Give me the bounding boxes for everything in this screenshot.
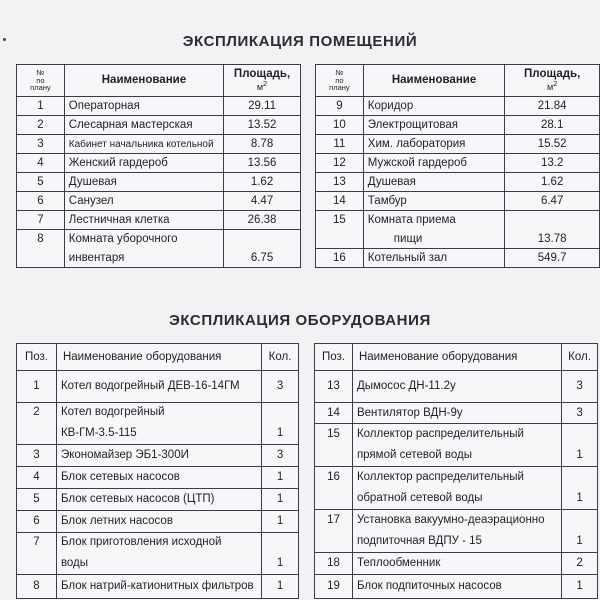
col-area-header — [505, 65, 600, 97]
equipment-pos: 18 — [315, 553, 353, 575]
num-header-line1: № — [335, 67, 344, 77]
table-row — [315, 510, 598, 531]
room-num: 10 — [316, 116, 364, 135]
table-row — [316, 135, 600, 154]
table-row-continuation — [17, 249, 301, 268]
equipment-pos: 17 — [315, 510, 353, 531]
table-row — [17, 230, 301, 249]
equipment-name-continued: обратной сетевой воды — [352, 488, 561, 510]
table-row — [316, 211, 600, 230]
equipment-pos: 3 — [17, 445, 57, 467]
table-row — [17, 371, 299, 403]
equipment-qty: 2 — [562, 553, 598, 575]
equipment-pos: 4 — [17, 467, 57, 489]
equipment-pos: 13 — [315, 371, 353, 403]
equipment-qty: 1 — [562, 531, 598, 553]
room-area-empty — [505, 211, 600, 230]
room-num: 12 — [316, 154, 364, 173]
col-name-header: Наименование — [64, 65, 223, 97]
num-header-line2: по — [36, 75, 45, 85]
equipment-pos: 19 — [315, 575, 353, 599]
equipment-pos: 5 — [17, 489, 57, 511]
equipment-qty: 1 — [262, 511, 299, 533]
table-row — [315, 403, 598, 424]
room-area: 26.38 — [224, 211, 301, 230]
equipment-name-continued: подпиточная ВДПУ - 15 — [352, 531, 561, 553]
table-row — [315, 371, 598, 403]
equipment-qty: 1 — [262, 467, 299, 489]
equipment-pos-empty — [17, 553, 57, 575]
room-name: Женский гардероб — [64, 154, 223, 173]
room-name: Операторная — [64, 97, 223, 116]
equipment-qty: 1 — [562, 575, 598, 599]
col-name-header: Наименование — [363, 65, 505, 97]
room-area: 6.75 — [224, 249, 301, 268]
room-name: Коридор — [363, 97, 505, 116]
equipment-pos: 1 — [17, 371, 57, 403]
equipment-pos-empty — [315, 488, 353, 510]
equipment-qty-empty — [562, 424, 598, 445]
table-row-continuation — [315, 531, 598, 553]
equipment-name: Дымосос ДН-11.2у — [352, 371, 561, 403]
table-row-continuation — [315, 488, 598, 510]
equipment-pos: 15 — [315, 424, 353, 445]
equipment-pos-empty — [315, 445, 353, 467]
equipment-pos: 2 — [17, 403, 57, 423]
table-row — [316, 173, 600, 192]
room-num-empty — [17, 249, 65, 268]
table-row — [316, 249, 600, 268]
room-area: 13.52 — [224, 116, 301, 135]
room-num: 15 — [316, 211, 364, 230]
equipment-name: Блок сетевых насосов — [56, 467, 261, 489]
equipment-qty: 3 — [262, 445, 299, 467]
equipment-name: Котел водогрейный — [56, 403, 261, 423]
table-row-continuation — [315, 445, 598, 467]
num-header-line2: по — [335, 75, 344, 85]
equipment-qty: 1 — [562, 488, 598, 510]
table-row — [17, 511, 299, 533]
room-num: 16 — [316, 249, 364, 268]
equipment-qty-empty — [562, 467, 598, 488]
room-num: 3 — [17, 135, 65, 154]
room-name: Лестничная клетка — [64, 211, 223, 230]
equipment-name-continued: КВ-ГМ-3.5-115 — [56, 423, 261, 445]
equipment-name-continued: прямой сетевой воды — [352, 445, 561, 467]
room-num: 6 — [17, 192, 65, 211]
room-name: Мужской гардероб — [363, 154, 505, 173]
table-row — [316, 154, 600, 173]
room-num: 11 — [316, 135, 364, 154]
table-row-continuation — [316, 230, 600, 249]
col-pos-header: Поз. — [315, 344, 353, 371]
equipment-name: Установка вакуумно-деаэрационно — [352, 510, 561, 531]
table-row — [315, 575, 598, 599]
room-name: Котельный зал — [363, 249, 505, 268]
equipment-name: Блок сетевых насосов (ЦТП) — [56, 489, 261, 511]
room-name: Кабинет начальника котельной — [64, 135, 223, 154]
equipment-pos: 14 — [315, 403, 353, 424]
equipment-qty: 3 — [562, 403, 598, 424]
area-unit — [228, 80, 296, 93]
equipment-qty: 1 — [262, 553, 299, 575]
equipment-pos-empty — [17, 423, 57, 445]
equipment-qty-empty — [262, 403, 299, 423]
room-area: 13.2 — [505, 154, 600, 173]
room-num: 9 — [316, 97, 364, 116]
room-area-empty — [224, 230, 301, 249]
equipment-qty-empty — [262, 533, 299, 553]
rooms-header-row — [316, 65, 600, 97]
table-row — [17, 192, 301, 211]
equipment-qty: 1 — [262, 423, 299, 445]
area-header-label: Площадь, — [233, 67, 291, 80]
equipment-qty: 3 — [262, 371, 299, 403]
equipment-name-continued: воды — [56, 553, 261, 575]
table-row — [17, 211, 301, 230]
room-area: 1.62 — [224, 173, 301, 192]
room-name: Санузел — [64, 192, 223, 211]
room-area: 8.78 — [224, 135, 301, 154]
equipment-qty: 1 — [262, 489, 299, 511]
table-row — [17, 173, 301, 192]
room-num: 8 — [17, 230, 65, 249]
room-name: Слесарная мастерская — [64, 116, 223, 135]
room-area: 13.78 — [505, 230, 600, 249]
room-num: 7 — [17, 211, 65, 230]
rooms-table-right — [315, 64, 600, 268]
room-name: Комната приема — [363, 211, 505, 230]
room-area: 21.84 — [505, 97, 600, 116]
room-area: 4.47 — [224, 192, 301, 211]
room-num: 1 — [17, 97, 65, 116]
table-row-continuation — [17, 423, 299, 445]
room-name: Электрощитовая — [363, 116, 505, 135]
room-num: 4 — [17, 154, 65, 173]
table-row — [17, 154, 301, 173]
table-row — [17, 116, 301, 135]
equipment-name: Вентилятор ВДН-9у — [352, 403, 561, 424]
col-num-header — [316, 65, 364, 97]
area-unit — [509, 80, 595, 93]
table-row — [17, 575, 299, 599]
room-name: Хим. лаборатория — [363, 135, 505, 154]
equipment-qty-empty — [562, 510, 598, 531]
equipment-pos: 16 — [315, 467, 353, 488]
equipment-name: Блок приготовления исходной — [56, 533, 261, 553]
col-equipment-name-header: Наименование оборудования — [352, 344, 561, 371]
area-unit-sup: 2 — [263, 79, 268, 89]
equipment-qty: 1 — [262, 575, 299, 599]
room-name-continued: инвентаря — [64, 249, 223, 268]
table-row — [316, 97, 600, 116]
equipment-pos: 8 — [17, 575, 57, 599]
room-num: 13 — [316, 173, 364, 192]
rooms-title: ЭКСПЛИКАЦИЯ ПОМЕЩЕНИЙ — [182, 33, 418, 50]
table-row — [17, 445, 299, 467]
table-row — [17, 403, 299, 423]
equipment-qty: 3 — [562, 371, 598, 403]
equipment-name: Экономайзер ЭБ1-300И — [56, 445, 261, 467]
table-row — [17, 489, 299, 511]
room-num-empty — [316, 230, 364, 249]
equipment-pos: 6 — [17, 511, 57, 533]
col-num-header — [17, 65, 65, 97]
equipment-table-left — [16, 343, 299, 599]
table-row — [315, 553, 598, 575]
equipment-name: Котел водогрейный ДЕВ-16-14ГМ — [56, 371, 261, 403]
equipment-title: ЭКСПЛИКАЦИЯ ОБОРУДОВАНИЯ — [169, 312, 431, 329]
equipment-name: Блок летних насосов — [56, 511, 261, 533]
room-area: 13.56 — [224, 154, 301, 173]
room-name: Душевая — [64, 173, 223, 192]
area-unit-letter: м — [546, 82, 554, 93]
equipment-header-row — [315, 344, 598, 371]
area-unit-sup: 2 — [553, 79, 558, 89]
equipment-pos-empty — [315, 531, 353, 553]
equipment-name: Коллектор распределительный — [352, 424, 561, 445]
table-row — [17, 135, 301, 154]
room-name: Тамбур — [363, 192, 505, 211]
equipment-header-row — [17, 344, 299, 371]
area-unit-letter: м — [256, 82, 264, 93]
table-row — [315, 467, 598, 488]
equipment-name: Блок подпиточных насосов — [352, 575, 561, 599]
equipment-name: Коллектор распределительный — [352, 467, 561, 488]
num-header-line1: № — [36, 67, 45, 77]
col-equipment-name-header: Наименование оборудования — [56, 344, 261, 371]
table-row — [315, 424, 598, 445]
room-area: 28.1 — [505, 116, 600, 135]
room-area: 6.47 — [505, 192, 600, 211]
equipment-name: Блок натрий-катионитных фильтров — [56, 575, 261, 599]
room-area: 1.62 — [505, 173, 600, 192]
room-num: 5 — [17, 173, 65, 192]
equipment-name: Теплообменник — [352, 553, 561, 575]
num-header-line3: плану — [329, 83, 350, 93]
table-row — [17, 97, 301, 116]
table-row — [316, 116, 600, 135]
table-row — [316, 192, 600, 211]
num-header-line3: плану — [30, 83, 51, 93]
table-row — [17, 467, 299, 489]
room-num: 14 — [316, 192, 364, 211]
equipment-qty: 1 — [562, 445, 598, 467]
col-qty-header: Кол. — [562, 344, 598, 371]
room-area: 15.52 — [505, 135, 600, 154]
col-area-header — [224, 65, 301, 97]
room-name: Комната уборочного — [64, 230, 223, 249]
room-area: 29.11 — [224, 97, 301, 116]
room-area: 549.7 — [505, 249, 600, 268]
col-qty-header: Кол. — [262, 344, 299, 371]
room-num: 2 — [17, 116, 65, 135]
equipment-pos: 7 — [17, 533, 57, 553]
room-name: Душевая — [363, 173, 505, 192]
table-row — [17, 533, 299, 553]
equipment-table-right — [314, 343, 598, 599]
area-header-label: Площадь, — [524, 67, 581, 80]
room-name-continued: пищи — [363, 230, 505, 249]
col-pos-header: Поз. — [17, 344, 57, 371]
rooms-header-row — [17, 65, 301, 97]
table-row-continuation — [17, 553, 299, 575]
rooms-table-left — [16, 64, 301, 268]
